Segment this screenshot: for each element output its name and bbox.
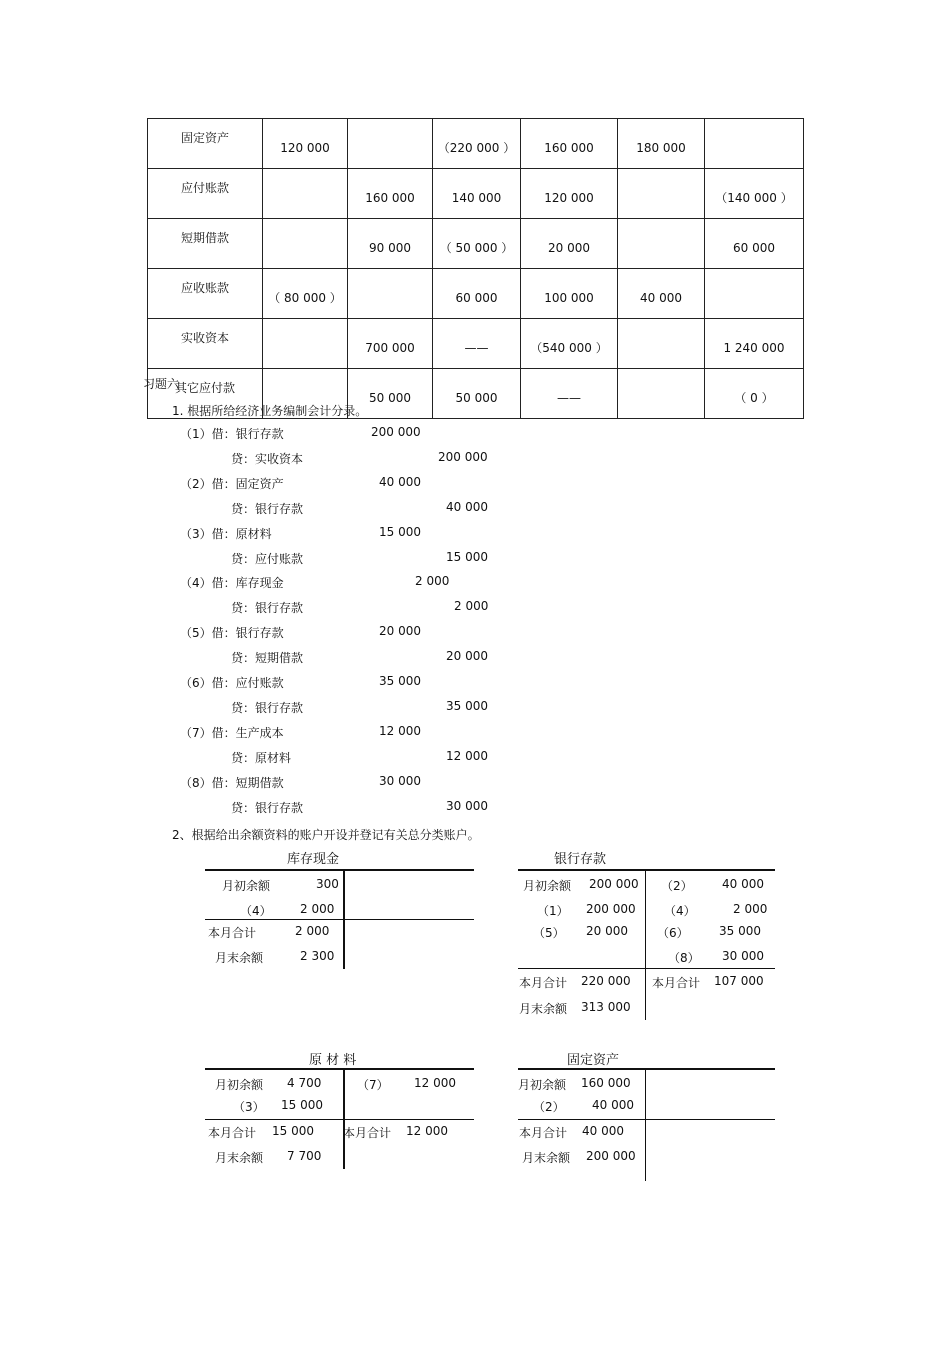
debit-account: （4）借：库存现金 (180, 576, 284, 590)
credit-amount: 20 000 (446, 649, 488, 663)
q1-heading: 1. 根据所给经济业务编制会计分录。 (172, 404, 368, 418)
amount-cell: 160 000 (348, 169, 433, 219)
t-total-line (205, 919, 474, 920)
debit-account: （5）借：银行存款 (180, 626, 284, 640)
section-title: 习题六 (143, 377, 180, 391)
debit-entry-label: （1） (537, 904, 569, 918)
amount-cell: （140 000 ） (705, 169, 804, 219)
debit-entry-amount: 40 000 (592, 1098, 634, 1112)
debit-amount: 30 000 (379, 774, 421, 788)
t-total-line (518, 968, 775, 969)
amount-cell (348, 269, 433, 319)
credit-entry-amount: 35 000 (719, 924, 761, 938)
t-center-line (645, 869, 646, 1020)
opening-label: 月初余额 (523, 879, 572, 893)
table-row (148, 269, 804, 319)
amount-cell: 180 000 (618, 119, 705, 169)
debit-amount: 40 000 (379, 475, 421, 489)
amount-cell (618, 169, 705, 219)
account-name-cell: 其它应付款 (148, 369, 263, 419)
debit-total-label: 本月合计 (519, 976, 568, 990)
credit-total-amount: 12 000 (406, 1124, 448, 1138)
credit-entry-label: （2） (661, 879, 693, 893)
credit-account: 贷：原材料 (231, 751, 292, 765)
account-name-cell: 固定资产 (148, 119, 263, 169)
closing-label: 月末余额 (522, 1151, 571, 1165)
amount-cell: 50 000 (348, 369, 433, 419)
amount-cell (263, 319, 348, 369)
credit-amount: 2 000 (454, 599, 489, 613)
credit-amount: 12 000 (446, 749, 488, 763)
opening-label: 月初余额 (215, 1078, 264, 1092)
debit-entry-amount: 20 000 (586, 924, 628, 938)
debit-amount: 2 000 (415, 574, 450, 588)
debit-total-amount: 15 000 (272, 1124, 314, 1138)
amount-cell (263, 169, 348, 219)
debit-amount: 20 000 (379, 624, 421, 638)
total-label: 本月合计 (519, 1126, 568, 1140)
credit-entry-amount: 40 000 (722, 877, 764, 891)
debit-amount: 200 000 (371, 425, 421, 439)
closing-label: 月末余额 (215, 1151, 264, 1165)
amount-cell: （ 80 000 ） (263, 269, 348, 319)
t-top-line (518, 869, 775, 871)
debit-amount: 12 000 (379, 724, 421, 738)
amount-cell: 20 000 (521, 219, 618, 269)
amount-cell: 140 000 (433, 169, 521, 219)
amount-cell: —— (433, 319, 521, 369)
entry-label: （4） (240, 904, 272, 918)
t-center-line (645, 1068, 646, 1181)
account-title: 固定资产 (567, 1053, 620, 1068)
debit-entry-amount: 200 000 (586, 902, 636, 916)
closing-label: 月末余额 (215, 951, 264, 965)
closing-amount: 200 000 (586, 1149, 636, 1163)
amount-cell (618, 219, 705, 269)
credit-entry-amount: 12 000 (414, 1076, 456, 1090)
account-name-cell: 应付账款 (148, 169, 263, 219)
table-row (148, 169, 804, 219)
table-row (148, 119, 804, 169)
amount-cell: 100 000 (521, 269, 618, 319)
amount-cell: 50 000 (433, 369, 521, 419)
credit-amount: 40 000 (446, 500, 488, 514)
opening-amount: 160 000 (581, 1076, 631, 1090)
total-amount: 2 000 (295, 924, 330, 938)
credit-entry-label: （4） (664, 904, 696, 918)
credit-total-label: 本月合计 (652, 976, 701, 990)
balance-table (147, 118, 804, 419)
credit-entry-label: （7） (357, 1078, 389, 1092)
debit-account: （6）借：应付账款 (180, 676, 284, 690)
credit-entry-amount: 30 000 (722, 949, 764, 963)
credit-account: 贷：实收资本 (231, 452, 304, 466)
opening-label: 月初余额 (518, 1078, 567, 1092)
t-top-line (518, 1068, 775, 1070)
amount-cell: 40 000 (618, 269, 705, 319)
debit-account: （8）借：短期借款 (180, 776, 284, 790)
closing-amount: 2 300 (300, 949, 335, 963)
credit-account: 贷：银行存款 (231, 801, 304, 815)
account-title: 原 材 料 (309, 1053, 357, 1068)
table-row (148, 219, 804, 269)
debit-amount: 35 000 (379, 674, 421, 688)
credit-amount: 35 000 (446, 699, 488, 713)
amount-cell (705, 269, 804, 319)
amount-cell (618, 369, 705, 419)
debit-account: （2）借：固定资产 (180, 477, 284, 491)
amount-cell (618, 319, 705, 369)
account-name-cell: 实收资本 (148, 319, 263, 369)
credit-account: 贷：银行存款 (231, 601, 304, 615)
amount-cell: （220 000 ） (433, 119, 521, 169)
amount-cell: （ 50 000 ） (433, 219, 521, 269)
credit-entry-label: （8） (668, 951, 700, 965)
debit-total-amount: 220 000 (581, 974, 631, 988)
credit-account: 贷：银行存款 (231, 701, 304, 715)
credit-entry-label: （6） (657, 926, 689, 940)
opening-amount: 200 000 (589, 877, 639, 891)
amount-cell (705, 119, 804, 169)
account-title: 库存现金 (287, 852, 340, 867)
t-top-line (205, 1068, 474, 1070)
credit-total-amount: 107 000 (714, 974, 764, 988)
amount-cell: 700 000 (348, 319, 433, 369)
closing-amount: 313 000 (581, 1000, 631, 1014)
credit-amount: 200 000 (438, 450, 488, 464)
opening-amount: 300 (316, 877, 339, 891)
account-name-cell: 短期借款 (148, 219, 263, 269)
amount-cell: 60 000 (705, 219, 804, 269)
credit-amount: 15 000 (446, 550, 488, 564)
debit-amount: 15 000 (379, 525, 421, 539)
debit-entry-amount: 15 000 (281, 1098, 323, 1112)
credit-account: 贷：应付账款 (231, 552, 304, 566)
debit-entry-label: （2） (533, 1100, 565, 1114)
amount-cell: 120 000 (521, 169, 618, 219)
account-name-cell: 应收账款 (148, 269, 263, 319)
opening-label: 月初余额 (222, 879, 271, 893)
debit-entry-label: （3） (233, 1100, 265, 1114)
account-title: 银行存款 (554, 852, 607, 867)
total-amount: 40 000 (582, 1124, 624, 1138)
amount-cell: 1 240 000 (705, 319, 804, 369)
amount-cell: —— (521, 369, 618, 419)
debit-entry-label: （5） (533, 926, 565, 940)
amount-cell: 120 000 (263, 119, 348, 169)
debit-total-label: 本月合计 (208, 1126, 257, 1140)
total-label: 本月合计 (208, 926, 257, 940)
table-row (148, 319, 804, 369)
debit-account: （3）借：原材料 (180, 527, 272, 541)
amount-cell (263, 219, 348, 269)
credit-amount: 30 000 (446, 799, 488, 813)
opening-amount: 4 700 (287, 1076, 322, 1090)
amount-cell: （ 0 ） (705, 369, 804, 419)
entry-amount: 2 000 (300, 902, 335, 916)
debit-account: （1）借：银行存款 (180, 427, 284, 441)
amount-cell: 160 000 (521, 119, 618, 169)
credit-account: 贷：银行存款 (231, 502, 304, 516)
credit-entry-amount: 2 000 (733, 902, 768, 916)
t-top-line (205, 869, 474, 871)
t-total-line (205, 1119, 474, 1120)
closing-amount: 7 700 (287, 1149, 322, 1163)
debit-account: （7）借：生产成本 (180, 726, 284, 740)
q2-heading: 2、根据给出余额资料的账户开设并登记有关总分类账户。 (172, 828, 480, 842)
amount-cell (348, 119, 433, 169)
credit-total-label: 本月合计 (343, 1126, 392, 1140)
amount-cell: 90 000 (348, 219, 433, 269)
t-total-line (518, 1119, 775, 1120)
credit-account: 贷：短期借款 (231, 651, 304, 665)
amount-cell: （540 000 ） (521, 319, 618, 369)
closing-label: 月末余额 (519, 1002, 568, 1016)
amount-cell: 60 000 (433, 269, 521, 319)
